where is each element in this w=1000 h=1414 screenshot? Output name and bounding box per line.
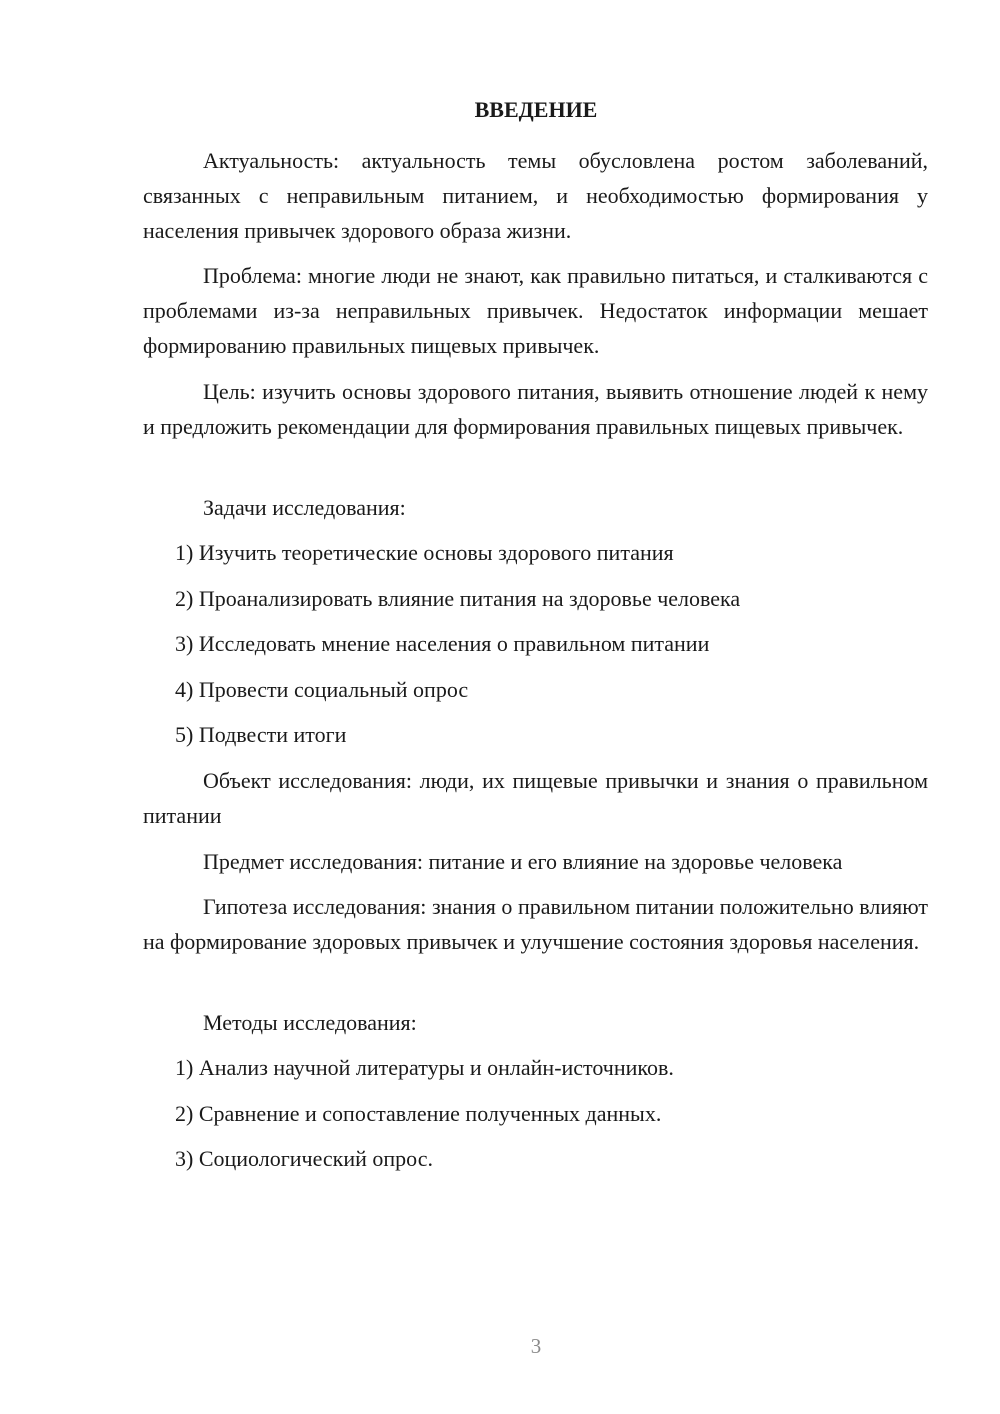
page-title: ВВЕДЕНИЕ (474, 97, 598, 122)
task-item: 5) Подвести итоги (175, 722, 347, 747)
task-item: 4) Провести социальный опрос (175, 677, 469, 702)
task-item: 2) Проанализировать влияние питания на здоровье человека (175, 586, 741, 611)
method-item: 2) Сравнение и сопоставление полученных данных. (175, 1101, 662, 1126)
object-paragraph: Объект исследования: люди, их пищевые привычки и знания о правильном питании (143, 768, 928, 828)
method-item: 3) Социологический опрос. (175, 1146, 433, 1171)
page-number: 3 (530, 1334, 542, 1358)
tasks-heading: Задачи исследования: (203, 495, 406, 520)
relevance-paragraph: Актуальность: актуальность темы обусловлена ростом заболеваний, связанных с неправильным питанием, и необходимостью формирования у населения привычек здорового образа жизни. (143, 148, 928, 243)
methods-heading: Методы исследования: (203, 1010, 417, 1035)
problem-paragraph: Проблема: многие люди не знают, как правильно питаться, и сталкиваются с проблемами из-за неправильных привычек. Недостаток информации мешает формированию правильных пищевых привычек. (143, 263, 928, 358)
goal-paragraph: Цель: изучить основы здорового питания, выявить отношение людей к нему и предложить рекомендации для формирования правильных пищевых привычек. (143, 379, 928, 439)
subject-paragraph: Предмет исследования: питание и его влияние на здоровье человека (203, 849, 843, 874)
hypothesis-paragraph: Гипотеза исследования: знания о правильном питании положительно влияют на формирование здоровых привычек и улучшение состояния здоровья населения. (143, 894, 928, 954)
task-item: 1) Изучить теоретические основы здорового питания (175, 540, 674, 565)
method-item: 1) Анализ научной литературы и онлайн-источников. (175, 1055, 674, 1080)
task-item: 3) Исследовать мнение населения о правильном питании (175, 631, 710, 656)
